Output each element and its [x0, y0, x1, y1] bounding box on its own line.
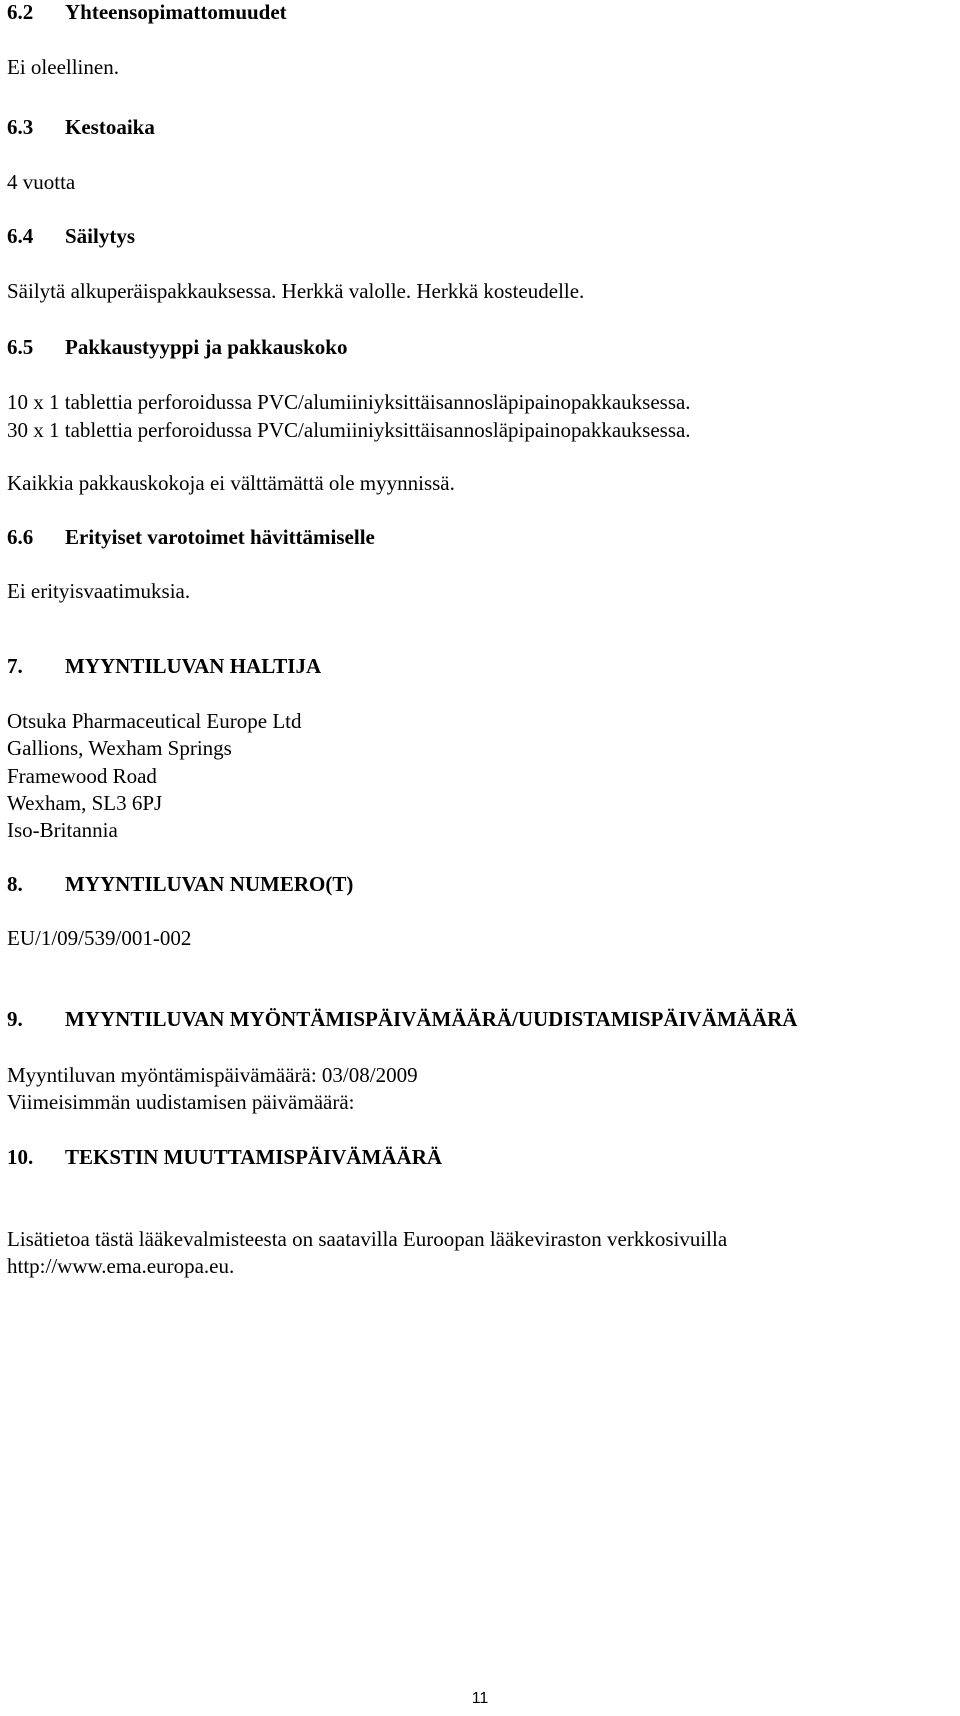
authorisation-date: Myyntiluvan myöntämispäivämäärä: 03/08/2009	[7, 1063, 418, 1087]
section-title: MYYNTILUVAN NUMERO(T)	[65, 872, 354, 896]
heading-10	[7, 1145, 442, 1169]
section-title: Yhteensopimattomuudet	[65, 0, 287, 24]
heading-7	[7, 654, 321, 678]
section-title: MYYNTILUVAN MYÖNTÄMISPÄIVÄMÄÄRÄ/UUDISTAMISPÄIVÄMÄÄRÄ	[65, 1007, 798, 1031]
heading-6-6	[7, 525, 375, 549]
section-number: 6.6	[7, 525, 34, 549]
address-line: Iso-Britannia	[7, 818, 118, 842]
body-text: Ei oleellinen.	[7, 55, 119, 79]
heading-6-2	[7, 0, 287, 24]
section-number: 6.5	[7, 335, 34, 359]
section-number: 8.	[7, 872, 23, 896]
heading-6-3	[7, 115, 155, 139]
page-number: 11	[471, 1690, 489, 1707]
section-number: 7.	[7, 654, 23, 678]
body-text: 4 vuotta	[7, 170, 76, 194]
section-title: TEKSTIN MUUTTAMISPÄIVÄMÄÄRÄ	[65, 1145, 443, 1169]
section-number: 10.	[7, 1145, 34, 1169]
section-title: Säilytys	[65, 224, 136, 248]
section-number: 9.	[7, 1007, 23, 1031]
address-line: Wexham, SL3 6PJ	[7, 791, 163, 815]
renewal-date: Viimeisimmän uudistamisen päivämäärä:	[7, 1090, 355, 1114]
heading-8	[7, 872, 353, 896]
body-text: Säilytä alkuperäispakkauksessa. Herkkä valolle. Herkkä kosteudelle.	[7, 279, 585, 303]
heading-6-5	[7, 335, 347, 359]
package-line-1: 10 x 1 tablettia perforoidussa PVC/alumiiniyksittäisannosläpipainopakkauksessa.	[7, 390, 691, 414]
section-number: 6.4	[7, 224, 34, 248]
section-number: 6.3	[7, 115, 34, 139]
section-title: Pakkaustyyppi ja pakkauskoko	[65, 335, 348, 359]
address-line: Framewood Road	[7, 764, 157, 788]
package-line-2: 30 x 1 tablettia perforoidussa PVC/alumiiniyksittäisannosläpipainopakkauksessa.	[7, 418, 691, 442]
section-title: Kestoaika	[65, 115, 155, 139]
section-title: MYYNTILUVAN HALTIJA	[65, 654, 322, 678]
heading-6-4	[7, 224, 135, 248]
heading-9	[7, 1007, 797, 1031]
section-title: Erityiset varotoimet hävittämiselle	[65, 525, 375, 549]
address-line: Otsuka Pharmaceutical Europe Ltd	[7, 709, 302, 733]
package-note: Kaikkia pakkauskokoja ei välttämättä ole myynnissä.	[7, 471, 455, 495]
address-line: Gallions, Wexham Springs	[7, 736, 232, 760]
section-number: 6.2	[7, 0, 34, 24]
body-text: Ei erityisvaatimuksia.	[7, 579, 191, 603]
info-text: Lisätietoa tästä lääkevalmisteesta on saatavilla Euroopan lääkeviraston verkkosivuilla	[7, 1227, 728, 1251]
ema-url: http://www.ema.europa.eu.	[7, 1254, 235, 1278]
authorisation-number: EU/1/09/539/001-002	[7, 926, 192, 950]
